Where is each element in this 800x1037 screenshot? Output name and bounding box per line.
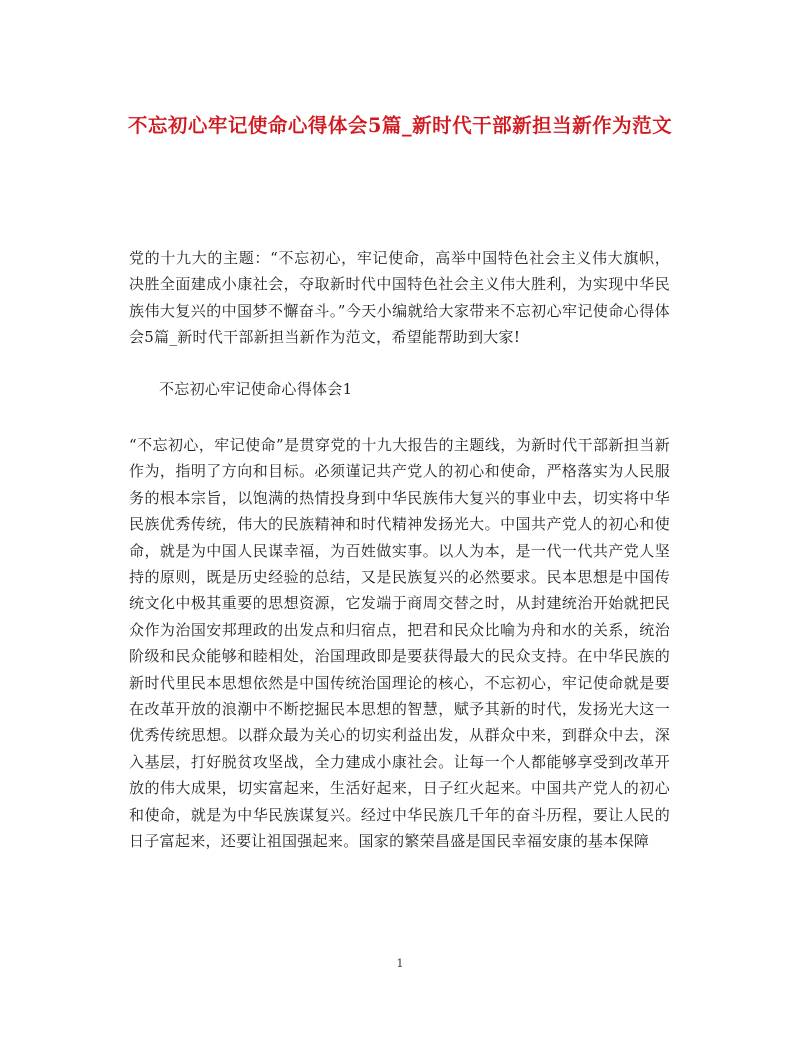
document-title: 不忘初心牢记使命心得体会5篇_新时代干部新担当新作为范文: [127, 114, 673, 137]
body-paragraph: “不忘初心，牢记使命”是贯穿党的十九大报告的主题线，为新时代干部新担当新作为，指明了方向和目标。必须谨记共产党人的初心和使命，严格落实为人民服务的根本宗旨，以饱满的热情投身到中华民族伟大复兴的事业中去，切实将中华民族优秀传统，伟大的民族精神和时代精神发扬光大。中国共产党人的初心和使命，就是为中国人民谋幸福，为百姓做实事。以人为本，是一代一代共产党人坚持的原则，既是历史经验的总结，又是民族复兴的必然要求。民本思想是中国传统文化中极其重要的思想资源，它发端于商周交替之时，从封建统治开始就把民众作为治国安邦理政的出发点和归宿点，把君和民众比喻为舟和水的关系，统治阶级和民众能够和睦相处，治国理政即是要获得最大的民众支持。在中华民族的新时代里民本思想依然是中国传统治国理论的核心，不忘初心，牢记使命就是要在改革开放的浪潮中不断挖掘民本思想的智慧，赋予其新的时代，发扬光大这一优秀传统思想。以群众最为关心的切实利益出发，从群众中来，到群众中去，深入基层，打好脱贫攻坚战，全力建成小康社会。让每一个人都能够享受到改革开放的伟大成果，切实富起来，生活好起来，日子红火起来。中国共产党人的初心和使命，就是为中华民族谋复兴。经过中华民族几千年的奋斗历程，要让人民的日子富起来，还要让祖国强起来。国家的繁荣昌盛是国民幸福安康的基本保障: [129, 436, 670, 851]
intro-paragraph: 党的十九大的主题：“不忘初心，牢记使命，高举中国特色社会主义伟大旗帜，决胜全面建成小康社会，夺取新时代中国特色社会主义伟大胜利，为实现中华民族伟大复兴的中国梦不懈奋斗。”今天小编就给大家带来不忘初心牢记使命心得体会5篇_新时代干部新担当新作为范文，希望能帮助到大家!: [129, 249, 670, 347]
section-heading: 不忘初心牢记使命心得体会1: [159, 380, 353, 398]
page-number: 1: [396, 957, 404, 970]
